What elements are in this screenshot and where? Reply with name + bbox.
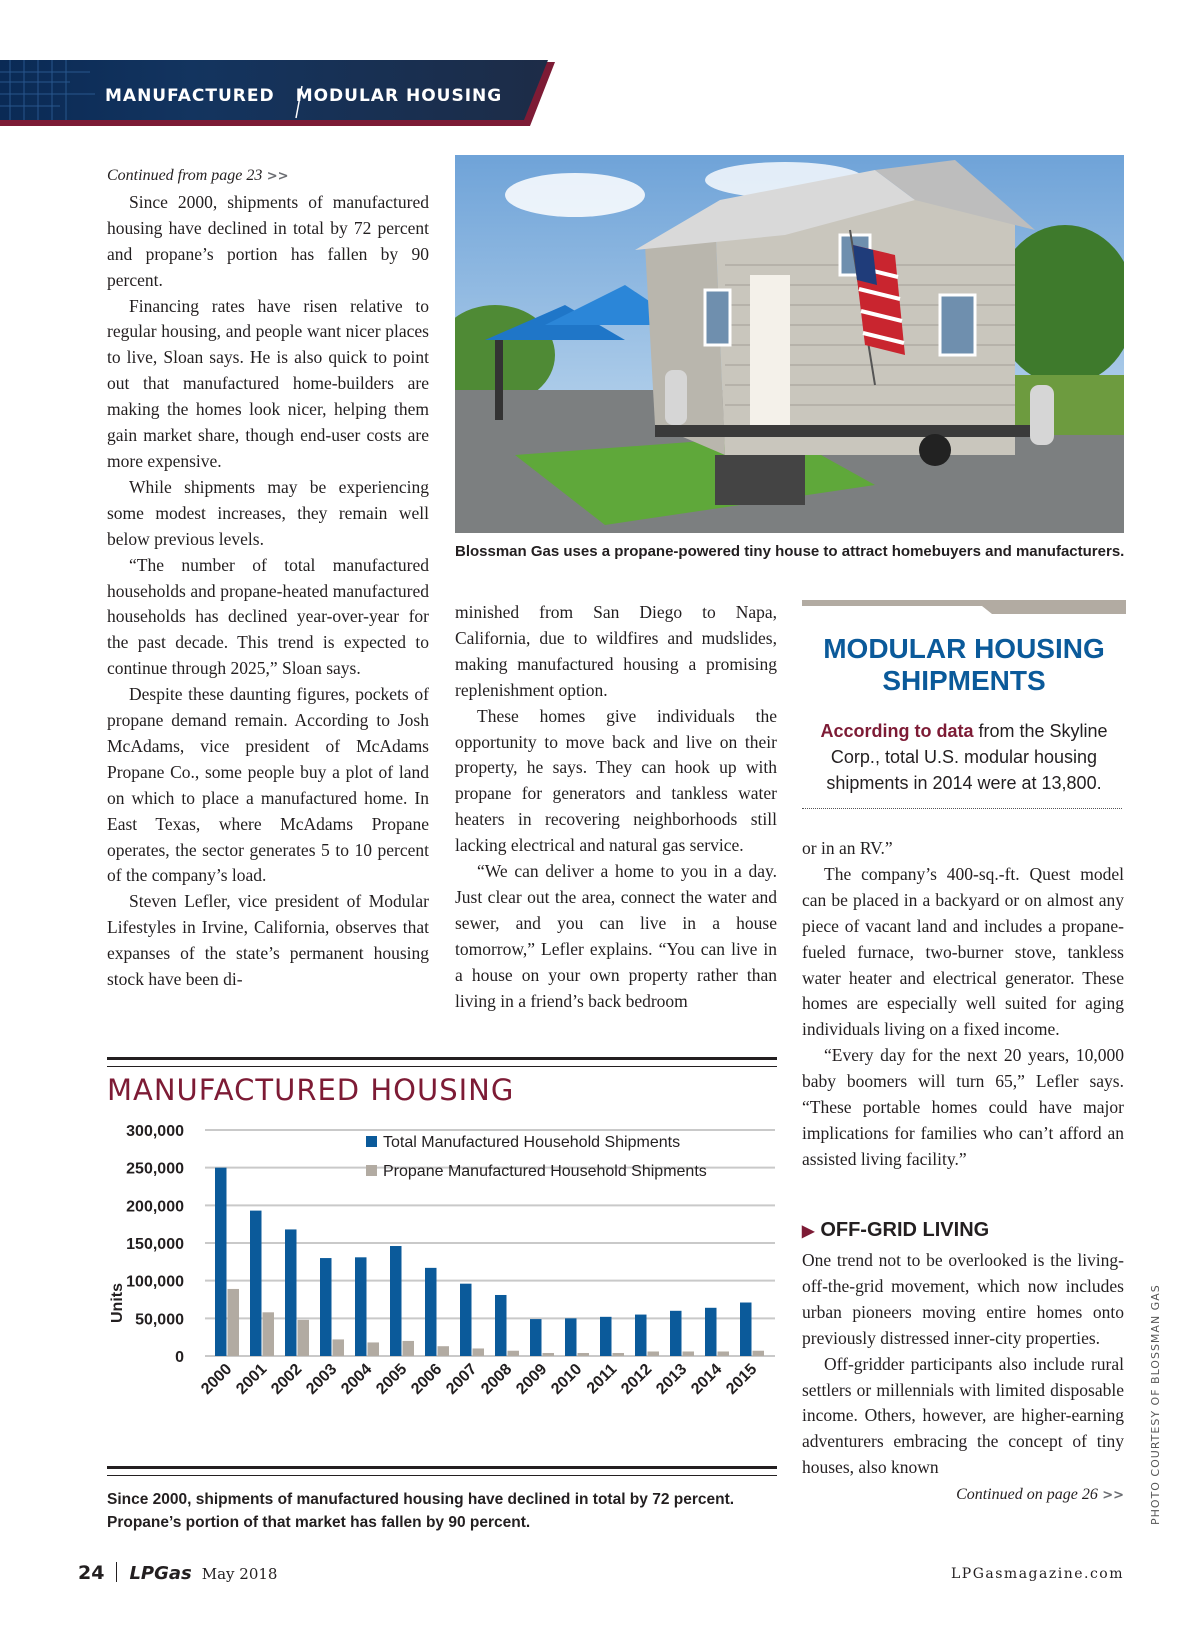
bar-total-2008: [495, 1295, 507, 1356]
y-axis-label: Units: [109, 1283, 126, 1323]
sidebar-body: [802, 718, 1126, 796]
col1-paragraph: Steven Lefler, vice president of Modular Lifestyles in Irvine, California, observes that expanses of the state’s permanent housing stock have been di-: [107, 891, 429, 990]
sidebar-title: [802, 633, 1126, 697]
sidebar-lead: According to data: [820, 721, 974, 741]
bar-total-2003: [320, 1258, 332, 1356]
chart-legend: [366, 1134, 707, 1180]
bar-propane-2011: [613, 1353, 625, 1356]
chart-y-ticks: [126, 1123, 184, 1366]
col1-paragraph: Despite these daunting figures, pockets of propane demand remain. According to Josh McAdams, vice president of McAdams Propane Co., some people buy a plot of land on which to place a manufactured home. In East Texas, where McAdams Propane operates, the sector generates 5 to 10 percent of the company’s load.: [107, 684, 429, 886]
bar-propane-2013: [683, 1351, 695, 1356]
y-tick-label: 0: [175, 1349, 184, 1366]
legend-swatch: [366, 1165, 377, 1176]
x-tick-label: 2000: [198, 1360, 236, 1398]
x-tick-label: 2010: [548, 1360, 586, 1398]
x-tick-label: 2006: [408, 1360, 446, 1398]
banner-label: [105, 86, 502, 106]
footer-divider: [116, 1562, 117, 1582]
bar-total-2011: [600, 1317, 612, 1356]
chart-bottom-rule: [107, 1466, 777, 1476]
col1-paragraph: “The number of total manufactured households and propane-heated manufactured households has declined year-over-year for the past decade. This trend is expected to continue through 2025,” Sloan says.: [107, 554, 429, 679]
bar-propane-2012: [648, 1351, 660, 1356]
website: LPGasmagazine.com: [950, 1566, 1124, 1582]
col3-paragraph: The company’s 400-sq.-ft. Quest model can be placed in a backyard or on almost any piece of vacant land and includes a propane-fueled furnace, two-burner stove, tankless water heater and electrical generator. These homes are especially well suited for aging individuals living on a fixed income.: [802, 863, 1124, 1040]
photo-caption: Blossman Gas uses a propane-powered tiny house to attract homebuyers and manufacturers.: [455, 543, 1125, 560]
sidebar-title-line1: MODULAR HOUSING: [823, 633, 1105, 664]
section-banner: [0, 60, 560, 126]
col3-paragraph: Off-gridder participants also include rural settlers or millennials with limited disposable income. Others, however, are higher-earning adventurers embracing the concept of tiny houses, also known: [802, 1353, 1124, 1478]
sidebar-text: from the Skyline Corp., total U.S. modular housing shipments in 2014 were at 13,800.: [826, 721, 1108, 793]
x-tick-label: 2004: [338, 1360, 376, 1398]
tiny-house-illustration: [455, 155, 1124, 533]
col2-paragraph: minished from San Diego to Napa, California, due to wildfires and mudslides, making manufactured housing a promising replenishment option.: [455, 602, 777, 700]
bar-propane-2001: [263, 1312, 275, 1356]
sidebar-title-line2: SHIPMENTS: [882, 665, 1046, 696]
bar-propane-2008: [508, 1351, 520, 1356]
column-3-continued: [802, 1248, 1124, 1509]
legend-label: Propane Manufactured Household Shipments: [383, 1163, 707, 1180]
y-tick-label: 100,000: [126, 1273, 184, 1291]
y-tick-label: 250,000: [126, 1160, 184, 1178]
bar-total-2015: [740, 1303, 752, 1356]
bar-propane-2003: [333, 1339, 345, 1356]
x-tick-label: 2005: [373, 1360, 411, 1398]
column-2: [455, 600, 777, 1015]
col3-paragraph: or in an RV.”: [802, 838, 893, 858]
col2-paragraph: “We can deliver a home to you in a day. Just clear out the area, connect the water and sewer, and you can live in a house tomorrow,” Lefler explains. “You can live in a house on your own property rather than living in a friend’s back bedroom: [455, 861, 777, 1011]
chart-title: MANUFACTURED HOUSING: [107, 1073, 515, 1107]
legend-swatch: [366, 1136, 377, 1147]
bar-propane-2014: [718, 1351, 730, 1356]
tiny-house-photo: [455, 155, 1124, 533]
x-tick-label: 2003: [303, 1360, 341, 1398]
bar-propane-2002: [298, 1320, 310, 1356]
chart-caption: [107, 1488, 787, 1534]
x-tick-label: 2012: [618, 1360, 656, 1398]
chart-caption-line: Since 2000, shipments of manufactured housing have declined in total by 72 percent.: [107, 1491, 735, 1508]
bar-propane-2010: [578, 1353, 590, 1356]
bar-total-2009: [530, 1319, 542, 1356]
bar-propane-2000: [228, 1289, 240, 1356]
bar-total-2007: [460, 1284, 472, 1356]
bar-total-2014: [705, 1308, 717, 1356]
x-tick-label: 2013: [653, 1360, 691, 1398]
banner-topic: MODULAR HOUSING: [295, 86, 503, 106]
bar-total-2005: [390, 1246, 402, 1356]
y-tick-label: 200,000: [126, 1198, 184, 1216]
bar-total-2002: [285, 1229, 297, 1356]
column-1: [107, 162, 429, 993]
chevron-right-icon: >>: [266, 169, 289, 184]
x-tick-label: 2011: [583, 1360, 621, 1398]
legend-label: Total Manufactured Household Shipments: [383, 1134, 681, 1151]
col1-paragraph: While shipments may be experiencing some modest increases, they remain well below previous levels.: [107, 476, 429, 549]
subhead-text: OFF-GRID LIVING: [820, 1219, 990, 1241]
photo-credit: PHOTO COURTESY OF BLOSSMAN GAS: [1149, 1284, 1162, 1525]
page-number: 24: [78, 1562, 105, 1584]
col3-paragraph: One trend not to be overlooked is the living-off-the-grid movement, which now includes urban pioneers moving entire homes onto previously distressed inner-city properties.: [802, 1250, 1124, 1348]
col2-paragraph: These homes give individuals the opportunity to move back and live on their property, he says. They can hook up with propane for generators and tankless water heaters in recovering neighborhoods still lacking electrical and natural gas service.: [455, 705, 777, 856]
banner-section: MANUFACTURED: [105, 86, 275, 106]
x-tick-label: 2008: [478, 1360, 516, 1398]
x-tick-label: 2001: [233, 1360, 271, 1398]
bar-total-2013: [670, 1311, 682, 1356]
subhead-off-grid: [802, 1219, 989, 1242]
x-tick-label: 2002: [268, 1360, 306, 1398]
sidebar-divider: [802, 808, 1122, 809]
bar-total-2012: [635, 1315, 647, 1356]
issue-date: May 2018: [201, 1565, 278, 1583]
bar-propane-2006: [438, 1346, 450, 1356]
bar-chart: [100, 1118, 785, 1458]
x-tick-label: 2009: [513, 1360, 551, 1398]
col3-paragraph: “Every day for the next 20 years, 10,000 baby boomers will turn 65,” Lefler says. “These portable homes could have major implications for families who can’t afford an assisted living facility.”: [802, 1045, 1124, 1169]
magazine-name: LPGas: [129, 1563, 192, 1584]
bar-propane-2009: [543, 1353, 555, 1356]
bar-total-2010: [565, 1318, 577, 1356]
chart-top-rule: [107, 1057, 777, 1067]
footer-left: [78, 1562, 277, 1584]
triangle-right-icon: ▶: [802, 1223, 815, 1240]
y-tick-label: 150,000: [126, 1236, 184, 1253]
continued-to: Continued on page 26: [956, 1486, 1098, 1504]
col1-paragraph: Financing rates have risen relative to regular housing, and people want nicer places to live, Sloan says. He is also quick to point out that manufactured home-builders are making the homes look nicer, helping them gain market share, though end-user costs are more expensive.: [107, 295, 429, 471]
bar-propane-2015: [753, 1351, 765, 1356]
bar-propane-2007: [473, 1348, 485, 1356]
bar-propane-2005: [403, 1341, 415, 1356]
chart-x-ticks: [198, 1361, 760, 1398]
bar-total-2006: [425, 1268, 437, 1356]
chart-caption-line: Propane’s portion of that market has fallen by 90 percent.: [107, 1514, 531, 1531]
sidebar-top-rule: [802, 600, 1126, 614]
chart-bars: [215, 1168, 764, 1356]
y-tick-label: 50,000: [135, 1311, 184, 1329]
x-tick-label: 2014: [688, 1360, 726, 1398]
bar-total-2000: [215, 1168, 227, 1356]
x-tick-label: 2007: [443, 1360, 481, 1398]
bar-propane-2004: [368, 1342, 380, 1356]
bar-total-2004: [355, 1257, 367, 1356]
continued-from: Continued from page 23: [107, 167, 263, 184]
column-3: [802, 836, 1124, 1173]
col1-paragraph: Since 2000, shipments of manufactured housing have declined in total by 72 percent and propane’s portion has fallen by 90 percent.: [107, 191, 429, 290]
y-tick-label: 300,000: [126, 1123, 184, 1140]
bar-total-2001: [250, 1211, 262, 1356]
chevron-right-icon: >>: [1102, 1488, 1124, 1504]
x-tick-label: 2015: [723, 1360, 761, 1398]
